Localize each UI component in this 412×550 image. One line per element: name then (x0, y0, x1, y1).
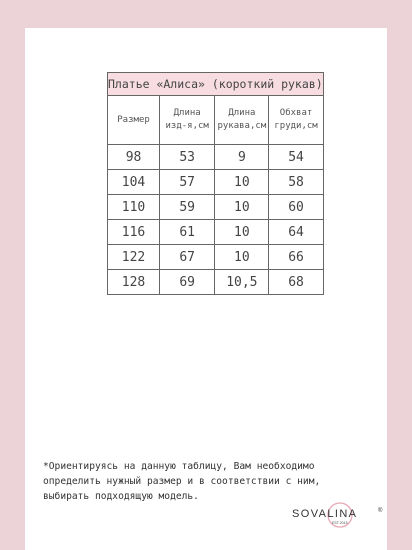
header-sleeve-length (215, 96, 269, 145)
header-size-label: Размер (117, 114, 150, 125)
table-row (108, 170, 324, 195)
logo-trademark: ® (378, 508, 383, 514)
cell-chest: 58 (269, 170, 323, 195)
cell-item-length: 67 (160, 245, 215, 270)
cell-sleeve-length: 10 (215, 220, 269, 245)
header-item-length-line2: изд-я,см (165, 121, 209, 131)
cell-item-length: 69 (160, 270, 215, 295)
header-sleeve-length-line2: рукава,см (217, 121, 267, 131)
cell-item-length: 57 (160, 170, 215, 195)
cell-size: 98 (108, 145, 160, 170)
cell-size: 128 (108, 270, 160, 295)
sovalina-logo (290, 500, 386, 530)
cell-chest: 60 (269, 195, 323, 220)
size-table (107, 72, 324, 295)
table-row (108, 145, 324, 170)
cell-item-length: 59 (160, 195, 215, 220)
header-item-length (160, 96, 215, 145)
cell-chest: 54 (269, 145, 323, 170)
cell-chest: 68 (269, 270, 323, 295)
cell-size: 104 (108, 170, 160, 195)
logo-name: SOVALINA (292, 508, 358, 520)
cell-item-length: 61 (160, 220, 215, 245)
table-header-row (108, 96, 324, 145)
header-item-length-line1: Длина (173, 108, 201, 118)
cell-size: 122 (108, 245, 160, 270)
table-row (108, 245, 324, 270)
size-note: *Ориентируясь на данную таблицу, Вам необходимо определить нужный размер и в соответствии с ним, выбирать подходящую модель. (43, 461, 321, 502)
cell-sleeve-length: 10 (215, 245, 269, 270)
cell-chest: 66 (269, 245, 323, 270)
table-row (108, 270, 324, 295)
cell-chest: 64 (269, 220, 323, 245)
table-title: Платье «Алиса» (короткий рукав) (108, 73, 324, 96)
table-row (108, 220, 324, 245)
cell-sleeve-length: 10,5 (215, 270, 269, 295)
header-sleeve-length-line1: Длина (228, 108, 256, 118)
cell-item-length: 53 (160, 145, 215, 170)
header-size (108, 96, 160, 145)
header-chest-line2: груди,см (274, 121, 318, 131)
cell-sleeve-length: 10 (215, 195, 269, 220)
header-chest (269, 96, 323, 145)
cell-sleeve-length: 10 (215, 170, 269, 195)
header-chest-line1: Обхват (279, 108, 313, 118)
cell-size: 116 (108, 220, 160, 245)
logo-est: EST.2015 (332, 521, 348, 525)
cell-size: 110 (108, 195, 160, 220)
table-row (108, 195, 324, 220)
cell-sleeve-length: 9 (215, 145, 269, 170)
